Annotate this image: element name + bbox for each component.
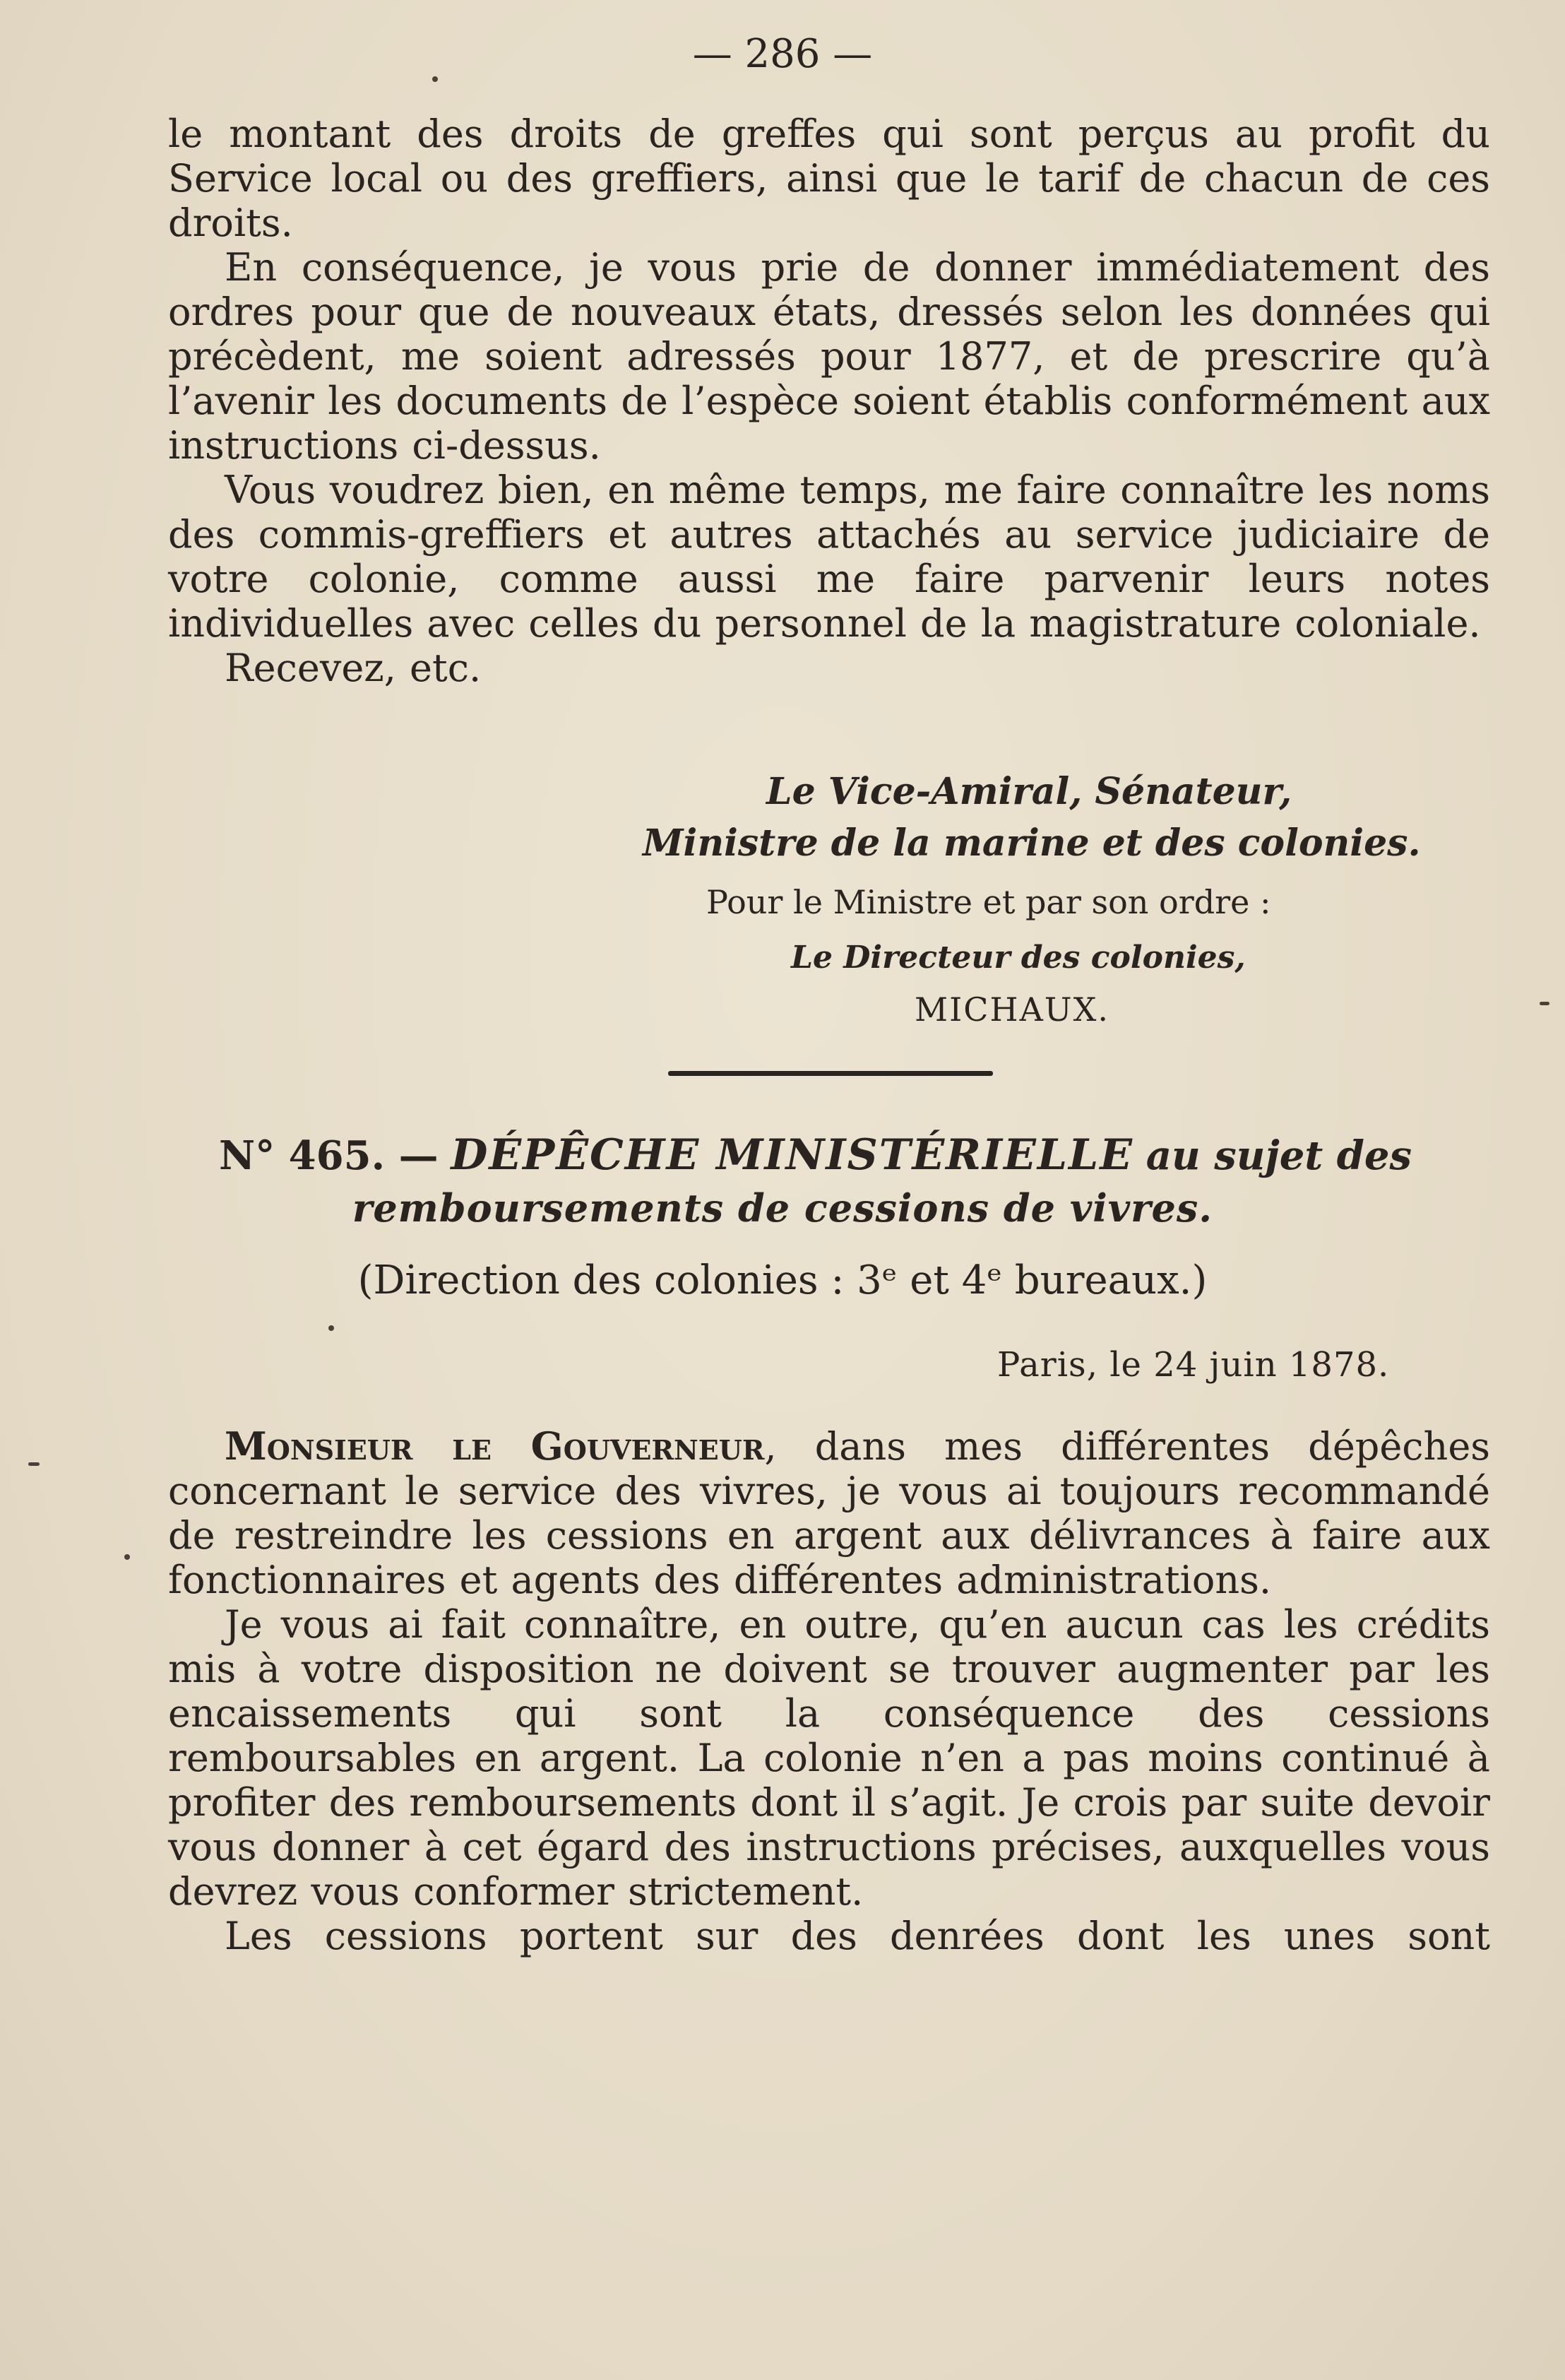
page-number: — 286 —	[692, 31, 873, 77]
direction-line: (Direction des colonies : 3ᵉ et 4ᵉ bureaux.)	[357, 1257, 1208, 1303]
letter-body-bottom	[168, 1424, 1490, 1958]
ink-speck	[328, 1325, 334, 1331]
signature-title: Le Vice-Amiral, Sénateur,	[766, 770, 1292, 813]
ink-speck	[28, 1462, 40, 1466]
signature-delegation: Pour le Ministre et par son ordre :	[706, 883, 1271, 921]
document-heading	[219, 1130, 1448, 1180]
ink-speck	[124, 1554, 130, 1560]
letter-body-top	[168, 112, 1490, 690]
signature-office: Ministre de la marine et des colonies.	[643, 822, 1421, 865]
document-subtitle: remboursements de cessions de vivres.	[352, 1185, 1213, 1231]
section-divider	[668, 1071, 993, 1076]
paragraph-3: Vous voudrez bien, en même temps, me faire connaître les noms des commis-greffiers et autres attachés au service judiciaire de votre colonie, comme aussi me faire parvenir leurs notes individuelles avec celles du personnel de la magistrature coloniale.	[168, 468, 1490, 646]
ink-speck	[432, 76, 438, 82]
paragraph-5	[168, 1424, 1490, 1602]
document-number: N° 465. —	[219, 1132, 439, 1179]
paragraph-6: Je vous ai fait connaître, en outre, qu’en aucun cas les crédits mis à votre disposition ne doivent se trouver augmenter par les encaissements qui sont la conséquence des cessions remboursables en argent. La colonie n’en a pas moins continué à profiter des remboursements dont il s’agit. Je crois par suite devoir vous donner à cet égard des instructions précises, auxquelles vous devrez vous conformer strictement.	[168, 1602, 1490, 1914]
signature-director: Le Directeur des colonies,	[791, 940, 1246, 976]
dateline: Paris, le 24 juin 1878.	[997, 1345, 1390, 1385]
document-title-suffix: au sujet des	[1146, 1132, 1412, 1179]
salutation: Monsieur le Gouverneur	[225, 1423, 765, 1469]
paragraph-5-text: , dans mes différentes dépêches concernant le service des vivres, je vous ai toujours recommandé de restreindre les cessions en argent aux délivrances à faire aux fonctionnaires et agents des différentes administrations.	[168, 1424, 1490, 1602]
ink-speck	[1540, 1002, 1549, 1005]
paragraph-7: Les cessions portent sur des denrées dont les unes sont	[225, 1914, 1490, 1958]
paragraph-2: En conséquence, je vous prie de donner immédiatement des ordres pour que de nouveaux états, dressés selon les données qui précèdent, me soient adressés pour 1877, et de prescrire qu’à l’avenir les documents de l’espèce soient établis conformément aux instructions ci-dessus.	[168, 245, 1490, 468]
signature-name: MICHAUX.	[915, 990, 1109, 1029]
paragraph-1: le montant des droits de greffes qui sont perçus au profit du Service local ou des greffiers, ainsi que le tarif de chacun de ces droits.	[168, 112, 1490, 245]
document-title: DÉPÊCHE MINISTÉRIELLE	[451, 1130, 1133, 1180]
paragraph-4: Recevez, etc.	[225, 646, 482, 690]
